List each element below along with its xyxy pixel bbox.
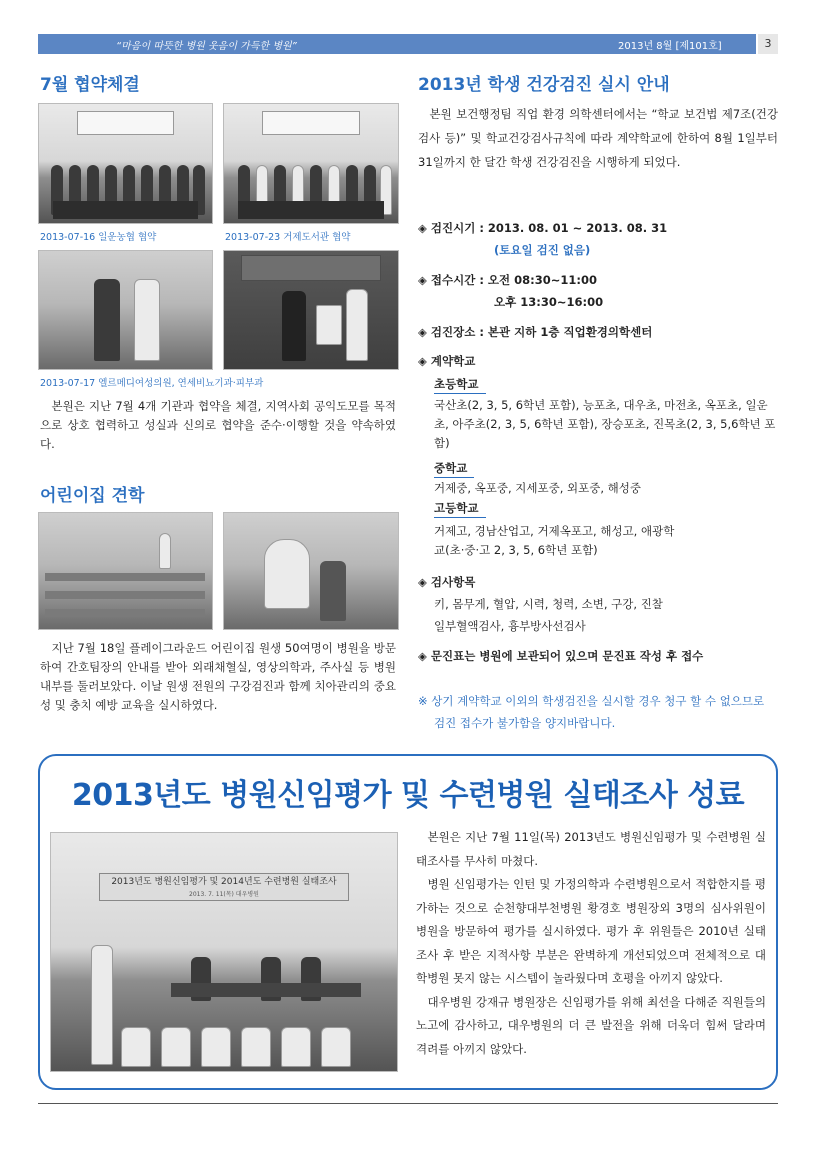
- agreement-title: 7월 협약체결: [40, 75, 140, 95]
- photo-elle-medi-agreement: [38, 250, 213, 370]
- diamond-bullet-icon: ◈: [418, 649, 427, 663]
- page-number: 3: [764, 37, 772, 50]
- middle-heading: 중학교: [434, 461, 468, 475]
- photo-yonsei-agreement: [223, 250, 399, 370]
- meeting-banner-date: 2013. 7. 11(목) 대우병원: [189, 891, 259, 899]
- elementary-heading: 초등학교: [434, 377, 479, 391]
- photo-daycare-lecture: [38, 512, 213, 630]
- high-heading: 고등학교: [434, 501, 479, 515]
- checkup-reception-pm: 오후 13:30~16:00: [494, 295, 604, 309]
- middle-list: 거제중, 옥포중, 지세포중, 외포중, 해성중: [434, 481, 641, 495]
- diamond-bullet-icon: ◈: [418, 273, 427, 287]
- daycare-body: 지난 7월 18일 플레이그라운드 어린이집 원생 50여명이 병원을 방문하여 간호팀장의 안내를 받아 외래채혈실, 영상의학과, 주사실 등 병원 내부를 둘러보았다. 이날 원생 전원의 구강검진과 함께 치아관리의 중요성 및 충치 예방 교육을 실시하였다.: [40, 641, 396, 712]
- photo-evaluation-meeting: [50, 832, 398, 1072]
- photo-banner: [241, 255, 380, 281]
- elementary-list: 국산초(2, 3, 5, 6학년 포함), 능포초, 대우초, 마전초, 옥포초, 일운초, 아주초(2, 3, 5, 6학년 포함), 장승포초, 진목초(2, 3, 5,6학년 포함): [434, 398, 776, 450]
- meeting-banner-title: 2013년도 병원신임평가 및 2014년도 수련병원 실태조사: [111, 877, 337, 888]
- checkup-title: 2013년 학생 건강검진 실시 안내: [418, 75, 670, 95]
- checkup-reception: ◈ 접수시간 : 오전 08:30~11:00: [418, 273, 597, 287]
- photo-daycare-checkup: [223, 512, 399, 630]
- middle-underline: [434, 477, 474, 478]
- checkup-intro: 본원 보건행정팀 직업 환경 의학센터에서는 “학교 보건법 제7조(건강검사 등)” 및 학교건강검사규칙에 따라 계약학교에 한하여 8월 1일부터 31일까지 한 달간 학생 건강검진을 시행하게 되었다.: [418, 107, 778, 169]
- checkup-period: ◈ 검진시기 : 2013. 08. 01 ~ 2013. 08. 31: [418, 221, 668, 235]
- evaluation-title: 2013년도 병원신임평가 및 수련병원 실태조사 성료: [71, 778, 745, 813]
- caption-ilun: 2013-07-16 일운농협 협약: [40, 232, 157, 243]
- diamond-bullet-icon: ◈: [418, 354, 427, 368]
- checkup-place: ◈ 검진장소 : 본관 지하 1층 직업환경의학센터: [418, 325, 653, 339]
- photo-geoje-library-agreement: [223, 103, 399, 224]
- checkup-items-heading: ◈ 검사항목: [418, 575, 476, 589]
- daycare-title: 어린이집 견학: [40, 486, 145, 506]
- high-list: 거제고, 경남산업고, 거제옥포고, 해성고, 애광학교(초·중·고 2, 3, 5, 6학년 포함): [434, 524, 675, 557]
- checkup-items-1: 키, 몸무게, 혈압, 시력, 청력, 소변, 구강, 진찰: [434, 597, 663, 611]
- diamond-bullet-icon: ◈: [418, 221, 427, 235]
- meeting-banner: [99, 873, 348, 901]
- checkup-note: ※ 상기 계약학교 이외의 학생검진을 실시할 경우 청구 할 수 없으므로 검진 접수가 불가함을 양지바랍니다.: [418, 694, 765, 730]
- photo-ilun-agreement: [38, 103, 213, 224]
- checkup-items-2: 일부혈액검사, 흉부방사선검사: [434, 619, 586, 633]
- photo-banner: [77, 111, 174, 135]
- elementary-underline: [434, 393, 486, 394]
- diamond-bullet-icon: ◈: [418, 325, 427, 339]
- page-number-box: [756, 34, 778, 54]
- header-slogan: “마음이 따뜻한 병원 웃음이 가득한 병원”: [116, 41, 297, 52]
- checkup-schools-heading: ◈ 계약학교: [418, 354, 476, 368]
- high-underline: [434, 517, 486, 518]
- checkup-questionnaire: ◈ 문진표는 병원에 보관되어 있으며 문진표 작성 후 접수: [418, 649, 704, 663]
- caption-elle-yonsei: 2013-07-17 엘르메디여성의원, 연세비뇨기과·피부과: [40, 378, 264, 389]
- caption-library: 2013-07-23 거제도서관 협약: [225, 232, 351, 243]
- header-bar: [38, 34, 778, 54]
- issue-number: 2013년 8월 [제101호]: [618, 41, 722, 52]
- checkup-period-note: (토요일 검진 없음): [494, 243, 591, 257]
- footer-rule: [38, 1103, 778, 1104]
- photo-banner: [262, 111, 359, 135]
- agreement-body: 본원은 지난 7월 4개 기관과 협약을 체결, 지역사회 공익도모를 목적으로 상호 협력하고 성실과 신의로 협약을 준수·이행할 것을 약속하였다.: [40, 399, 396, 451]
- evaluation-body: 본원은 지난 7월 11일(목) 2013년도 병원신임평가 및 수련병원 실태조사를 무사히 마쳤다. 병원 신임평가는 인턴 및 가정의학과 수련병원으로서 적합한지를 평가하는 것으로 순천향대부천병원 황경호 병원장외 3명의 심사위원이 병원을 방문하여 평가를 실시하였다. 평가 후 위원들은 2010년 실태 조사 후 받은 지적사항 부분은 완벽하게 개선되었으며 전체적으로 대학병원 못지 않는 시스템이 놀라웠다며 호평을 아끼지 않았다. 대우병원 강재규 병원장은 신임평가를 위해 최선을 다해준 직원들의 노고에 감사하고, 대우병원의 더 큰 발전을 위해 더욱더 힘써 달라며 격려를 아끼지 않았다.: [416, 830, 766, 1056]
- diamond-bullet-icon: ◈: [418, 575, 427, 589]
- note-mark: ※: [418, 694, 428, 708]
